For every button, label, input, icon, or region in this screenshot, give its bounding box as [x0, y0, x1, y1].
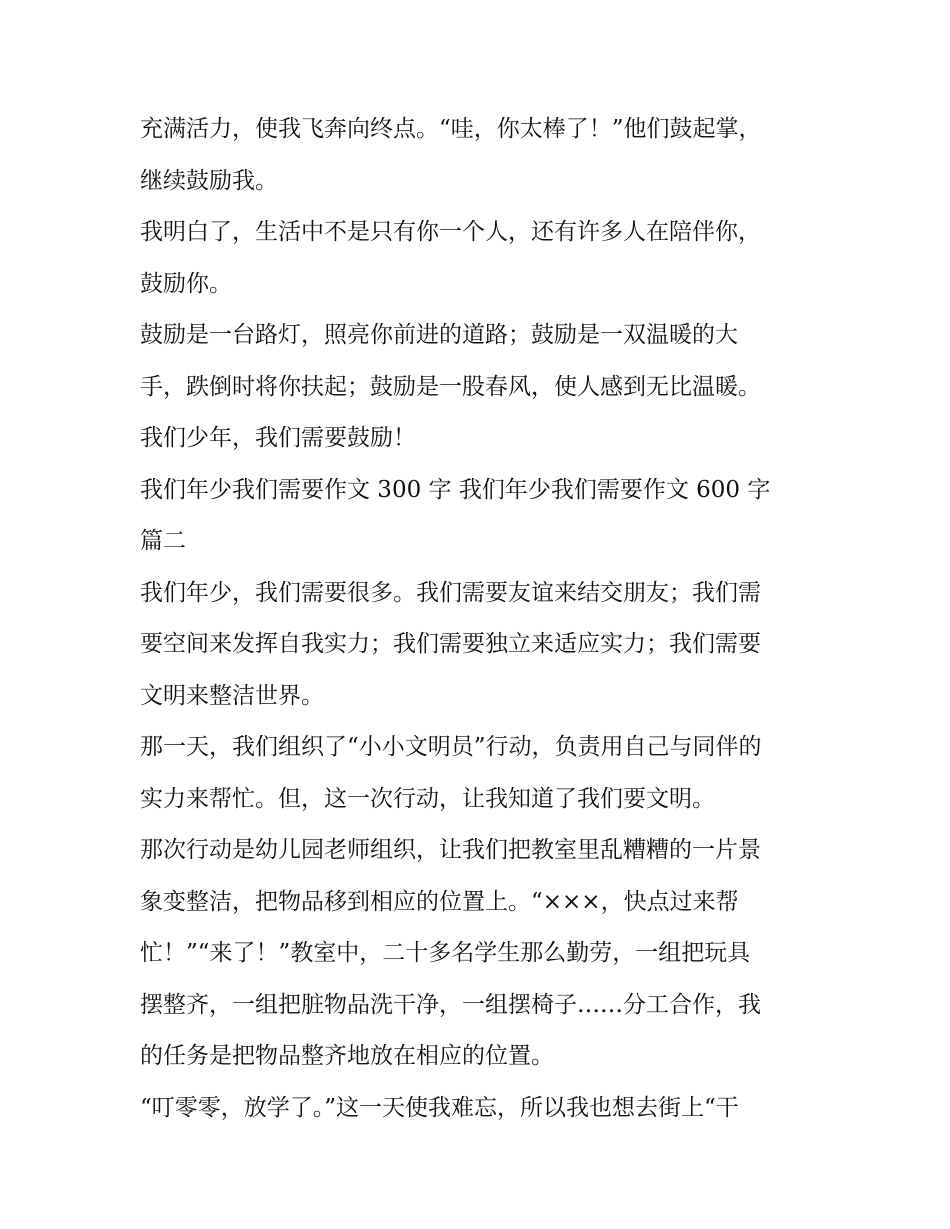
text-line: 鼓励是一台路灯，照亮你前进的道路；鼓励是一双温暖的大 — [140, 322, 738, 348]
text-line: 忙！”“来了！”教室中，二十多名学生那么勤劳，一组把玩具 — [140, 940, 751, 966]
text-line: 我们少年，我们需要鼓励！ — [140, 425, 416, 451]
text-line: 那一天，我们组织了“小小文明员”行动，负责用自己与同伴的 — [140, 734, 762, 760]
text-line: 实力来帮忙。但，这一次行动，让我知道了我们要文明。 — [140, 785, 715, 812]
text-line: 摆整齐，一组把脏物品洗干净，一组摆椅子……分工合作，我 — [140, 991, 761, 1018]
text-line: 鼓励你。 — [140, 270, 232, 297]
text-line: 充满活力，使我飞奔向终点。“哇，你太棒了！”他们鼓起掌， — [140, 116, 762, 142]
text-line: 继续鼓励我。 — [140, 167, 278, 194]
text-line: 文明来整洁世界。 — [140, 682, 324, 709]
document-body — [140, 104, 820, 1134]
section-label: 篇二 — [140, 528, 186, 554]
text-line: 那次行动是幼儿园老师组织，让我们把教室里乱糟糟的一片景 — [140, 837, 761, 863]
text-line: 象变整洁，把物品移到相应的位置上。“×××，快点过来帮 — [140, 888, 739, 915]
text-line: 手，跌倒时将你扶起；鼓励是一股春风，使人感到无比温暖。 — [140, 373, 761, 400]
text-line: “叮零零，放学了。”这一天使我难忘，所以我也想去街上“干 — [140, 1094, 739, 1121]
article-title-line: 我们年少我们需要作文 300 字 我们年少我们需要作文 600 字 — [140, 476, 771, 503]
text-line: 我明白了，生活中不是只有你一个人，还有许多人在陪伴你， — [140, 219, 761, 245]
text-line: 的任务是把物品整齐地放在相应的位置。 — [140, 1043, 554, 1069]
text-line: 要空间来发挥自我实力；我们需要独立来适应实力；我们需要 — [140, 631, 761, 657]
text-line: 我们年少，我们需要很多。我们需要友谊来结交朋友；我们需 — [140, 579, 761, 606]
